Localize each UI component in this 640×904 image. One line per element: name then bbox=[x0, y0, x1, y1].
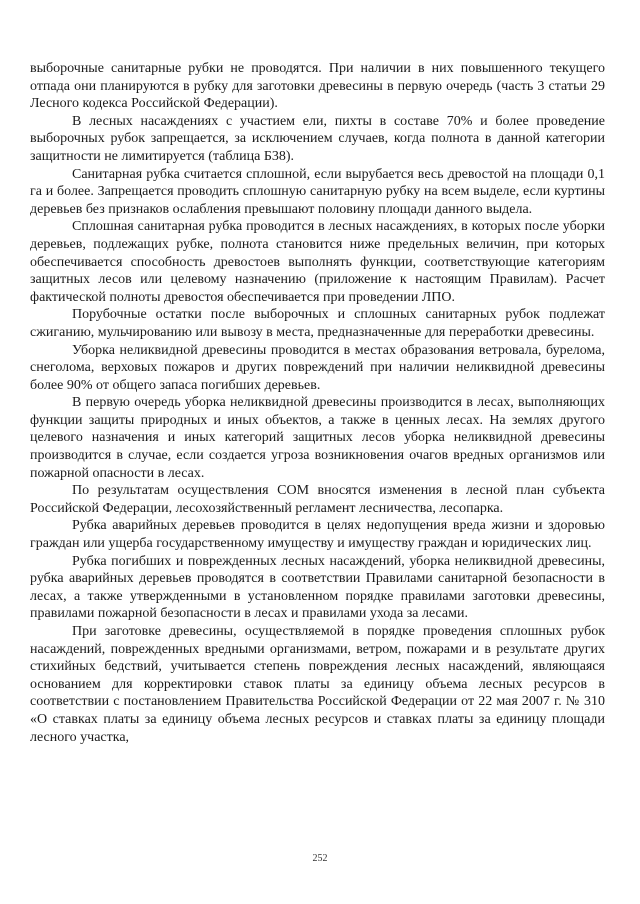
paragraph: По результатам осуществления СОМ вносятся изменения в лесной план субъекта Российской Федерации, лесохозяйственный регламент лесничества, лесопарка. bbox=[30, 483, 605, 516]
document-body bbox=[30, 60, 605, 746]
paragraph: В первую очередь уборка неликвидной древесины производится в лесах, выполняющих функции защиты природных и иных объектов, а также в ценных лесах. На землях другого целевого назначения и иных категорий защитных лесов уборка неликвидной древесины производится в случае, если создается угроза возникновения очагов вредных организмов или пожарной опасности в лесах. bbox=[30, 395, 605, 481]
paragraph: При заготовке древесины, осуществляемой в порядке проведения сплошных рубок насаждений, поврежденных вредными организмами, ветром, пожарами и в результате других стихийных бедствий, учитывается степень повреждения лесных насаждений, являющаяся основанием для корректировки ставок платы за единицу объема лесных ресурсов в соответствии с постановлением Правительства Российской Федерации от 22 мая 2007 г. № 310 «О ставках платы за единицу объема лесных ресурсов и ставках платы за единицу площади лесного участка, bbox=[30, 624, 605, 745]
paragraph: Сплошная санитарная рубка проводится в лесных насаждениях, в которых после уборки деревьев, подлежащих рубке, полнота становится ниже предельных величин, при которых обеспечивается способность древостоев выполнять функции, соответствующие категориям защитных лесов или целевому назначению (приложение к настоящим Правилам). Расчет фактической полноты древостоя обеспечивается при проведении ЛПО. bbox=[30, 219, 605, 305]
paragraph: Рубка аварийных деревьев проводится в целях недопущения вреда жизни и здоровью граждан или ущерба государственному имуществу и имуществу граждан и юридических лиц. bbox=[30, 518, 605, 552]
paragraph: Санитарная рубка считается сплошной, если вырубается весь древостой на площади 0,1 га и более. Запрещается проводить сплошную санитарную рубку на всем выделе, если куртины деревьев без признаков ослабления превышают половину площади данного выдела. bbox=[30, 166, 605, 217]
page-number: 252 bbox=[312, 853, 328, 864]
paragraph: Порубочные остатки после выборочных и сплошных санитарных рубок подлежат сжиганию, мульчированию или вывозу в места, предназначенные для переработки древесины. bbox=[30, 307, 605, 340]
paragraph-continuation: выборочные санитарные рубки не проводятся. При наличии в них повышенного текущего отпада они планируются в рубку для заготовки древесины в первую очередь (часть 3 статьи 29 Лесного кодекса Российской Федерации). bbox=[30, 61, 605, 112]
paragraph: Уборка неликвидной древесины проводится в местах образования ветровала, бурелома, снеголома, верховых пожаров и других повреждений при наличии неликвидной древесины более 90% от общего запаса погибших деревьев. bbox=[30, 342, 605, 393]
paragraph: Рубка погибших и поврежденных лесных насаждений, уборка неликвидной древесины, рубка аварийных деревьев проводятся в соответствии Правилами санитарной безопасности в лесах, а также утвержденными в установленном порядке правилами заготовки древесины, правилами пожарной безопасности в лесах и правилами ухода за лесами. bbox=[30, 553, 605, 622]
paragraph: В лесных насаждениях с участием ели, пихты в составе 70% и более проведение выборочных рубок запрещается, за исключением случаев, когда полнота в данной категории защитности не лимитируется (таблица Б38). bbox=[30, 113, 605, 164]
